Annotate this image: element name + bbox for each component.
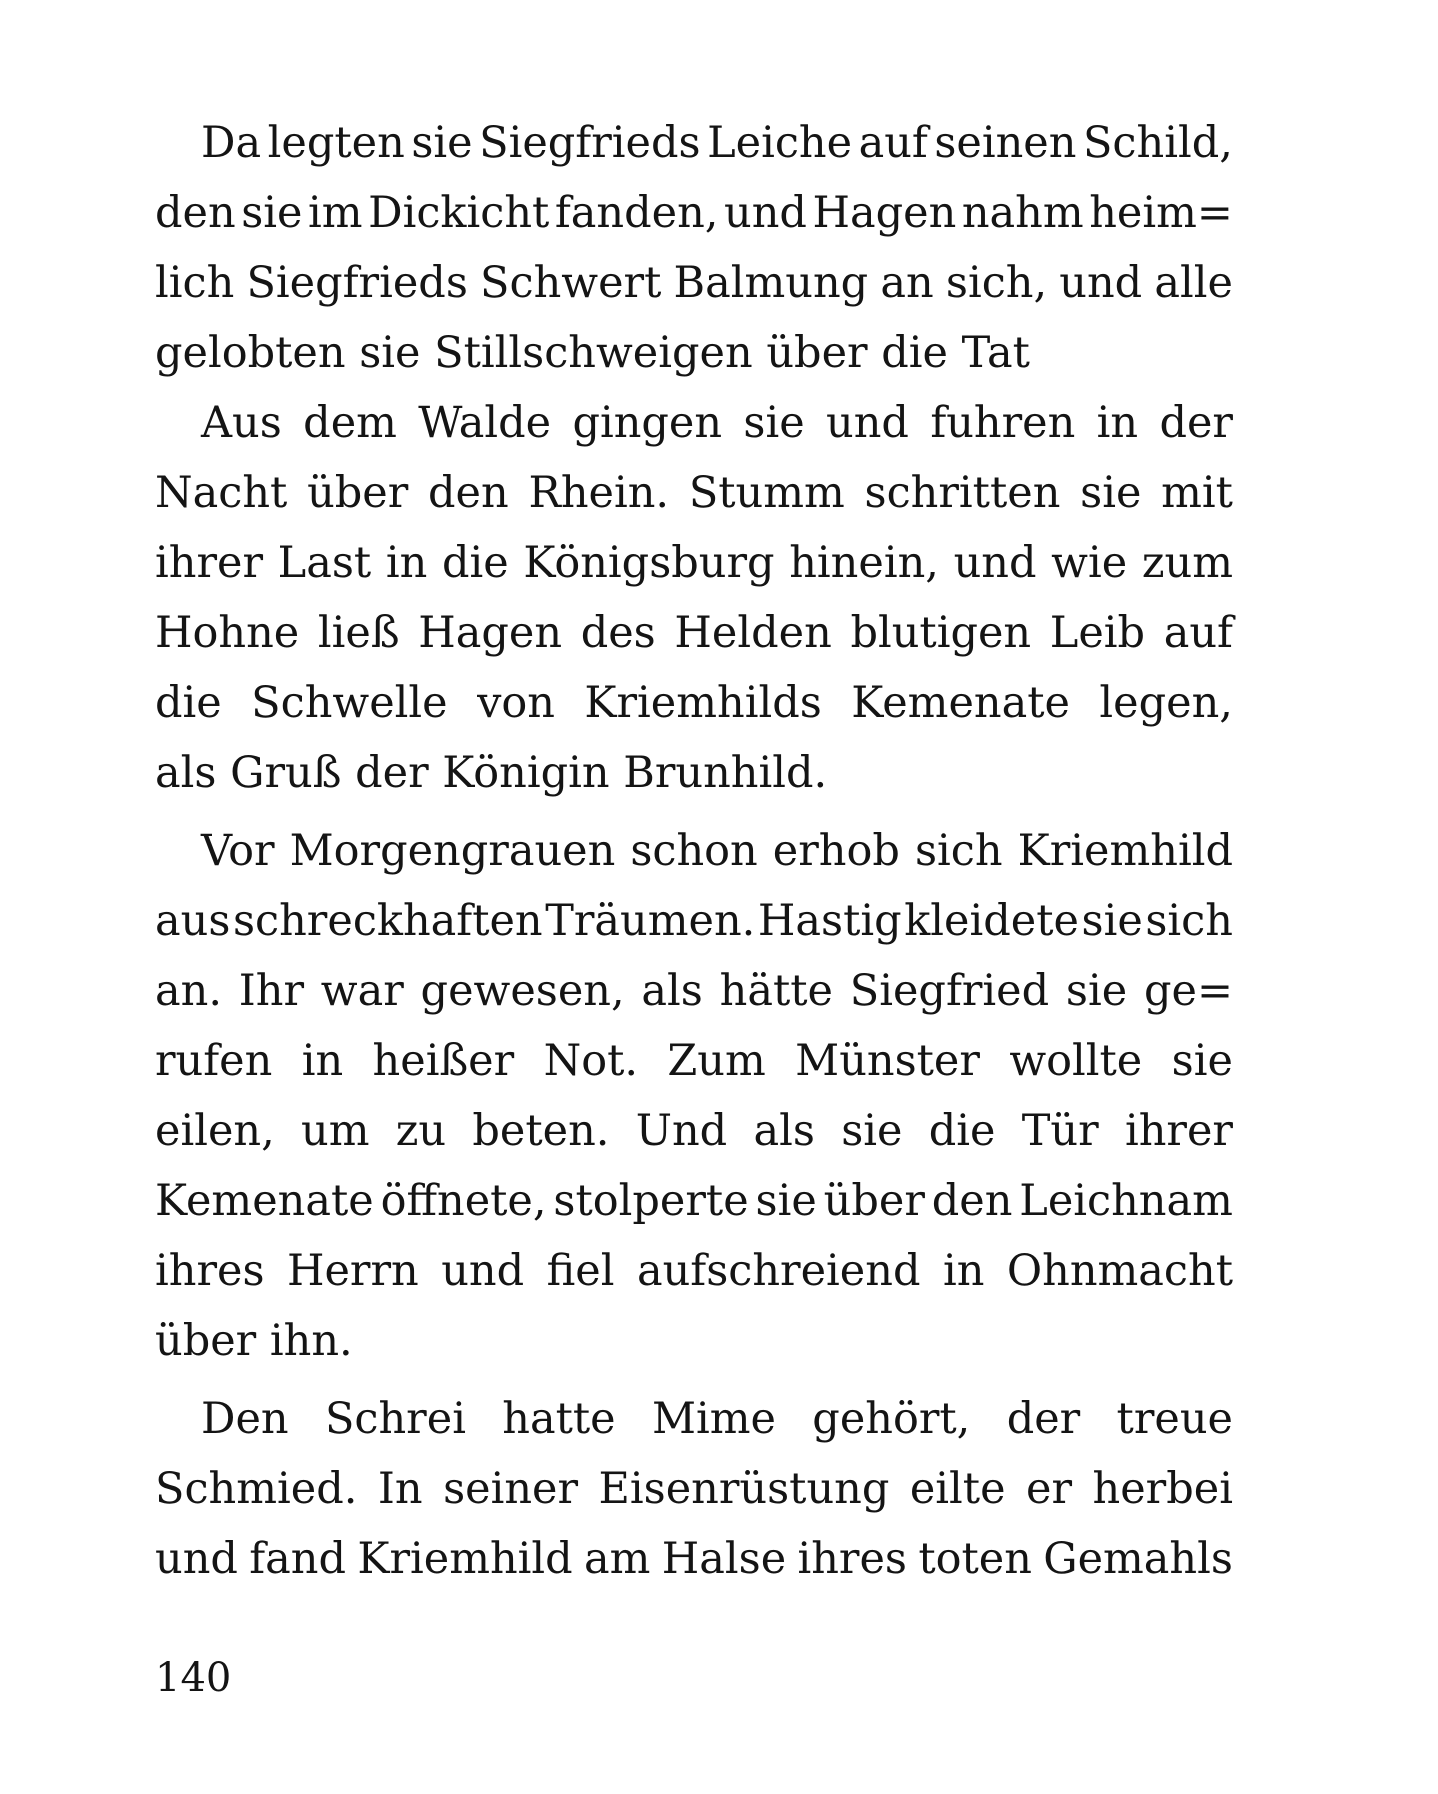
word: Und <box>635 1106 728 1156</box>
word: Balmung <box>673 258 869 308</box>
word: erhob <box>772 826 900 876</box>
word: Siegfrieds <box>246 258 468 308</box>
word: die <box>155 678 222 728</box>
text-line <box>155 1236 1233 1306</box>
word: Vor <box>201 826 275 876</box>
text-line <box>155 178 1233 248</box>
word: auf <box>858 118 928 168</box>
word: Walde <box>418 398 552 448</box>
word: Rhein. <box>528 468 670 518</box>
paragraph <box>155 108 1233 388</box>
word: lich <box>155 258 235 308</box>
word: Da <box>201 118 262 168</box>
word: Hagen <box>418 608 563 658</box>
word: den <box>428 468 509 518</box>
word: Halse <box>661 1534 787 1584</box>
word: legen, <box>1099 678 1233 728</box>
word: blutigen <box>850 608 1032 658</box>
word: und <box>441 1246 525 1296</box>
word: auf <box>1163 608 1233 658</box>
word: eilte <box>909 1464 1006 1514</box>
word: dem <box>303 398 397 448</box>
word: Last <box>277 538 372 588</box>
word: Königsburg <box>523 538 775 588</box>
word: Gemahls <box>1043 1534 1233 1584</box>
word: der <box>1006 1394 1081 1444</box>
word: über <box>823 1176 925 1226</box>
word: sich, <box>945 258 1048 308</box>
word: Leib <box>1049 608 1146 658</box>
word: sie <box>1081 896 1143 946</box>
word: ihres <box>155 1246 265 1296</box>
word: am <box>584 1534 651 1584</box>
word: In <box>377 1464 423 1514</box>
word: rufen <box>155 1036 273 1086</box>
text-line <box>155 458 1233 528</box>
word: ließ <box>317 608 400 658</box>
body-text <box>155 108 1233 1594</box>
word: Ohnmacht <box>1006 1246 1233 1296</box>
word: Hohne <box>155 608 300 658</box>
word: der <box>1159 398 1233 448</box>
word: und <box>155 1534 238 1584</box>
text-line <box>155 388 1233 458</box>
word: den <box>931 1176 1013 1226</box>
word: hinein, <box>789 538 939 588</box>
text-line <box>155 528 1233 598</box>
word: zum <box>1141 538 1233 588</box>
word: fiel <box>546 1246 615 1296</box>
text-line <box>155 816 1233 886</box>
word: Stumm <box>688 468 845 518</box>
text-line: über ihn. <box>155 1316 353 1366</box>
word: stolperte <box>553 1176 749 1226</box>
word: hätte <box>719 966 833 1016</box>
text-line <box>155 886 1233 956</box>
word: heim= <box>1089 188 1233 238</box>
word: fuhren <box>930 398 1076 448</box>
word: im <box>308 188 363 238</box>
word: war <box>320 966 404 1016</box>
word: Hastig <box>757 896 902 946</box>
word: schreckhaften <box>232 896 543 946</box>
text-line <box>155 1524 1233 1594</box>
word: ihrer <box>1124 1106 1233 1156</box>
text-line <box>155 108 1233 178</box>
word: toten <box>918 1534 1032 1584</box>
word: sie <box>1171 1036 1233 1086</box>
word: wie <box>1051 538 1128 588</box>
word: wollte <box>1009 1036 1143 1086</box>
word: in <box>1096 398 1139 448</box>
text-line: als Gruß der Königin Brunhild. <box>155 748 828 798</box>
word: von <box>477 678 555 728</box>
paragraph <box>155 1384 1233 1594</box>
word: sich <box>1145 896 1233 946</box>
word: in <box>942 1246 985 1296</box>
word: Herrn <box>286 1246 419 1296</box>
word: Dickicht <box>368 188 550 238</box>
word: kleidete <box>904 896 1079 946</box>
word: Mime <box>651 1394 776 1444</box>
word: Tür <box>1021 1106 1099 1156</box>
word: aufschreiend <box>636 1246 921 1296</box>
text-line <box>155 1026 1233 1096</box>
word: um <box>301 1106 370 1156</box>
word: mit <box>1161 468 1233 518</box>
word: nahm <box>961 188 1084 238</box>
word: sie <box>241 188 303 238</box>
word: sie <box>841 1106 903 1156</box>
word: über <box>307 468 409 518</box>
word: und <box>953 538 1037 588</box>
word: Morgengrauen <box>289 826 616 876</box>
text-line <box>155 668 1233 738</box>
word: Schild, <box>1082 118 1233 168</box>
word: an <box>880 258 934 308</box>
word: Kriemhild <box>1017 826 1233 876</box>
word: heißer <box>372 1036 515 1086</box>
word: des <box>580 608 656 658</box>
word: Eisenrüstung <box>598 1464 890 1514</box>
word: Leichnam <box>1019 1176 1233 1226</box>
word: ge= <box>1143 966 1233 1016</box>
text-line <box>155 1454 1233 1524</box>
word: sie <box>743 398 805 448</box>
word: die <box>928 1106 996 1156</box>
word: und <box>1059 258 1143 308</box>
text-line <box>155 956 1233 1026</box>
word: Helden <box>674 608 832 658</box>
word: sie <box>755 1176 817 1226</box>
text-line <box>155 248 1233 318</box>
text-line <box>155 598 1233 668</box>
word: Zum <box>667 1036 766 1086</box>
word: Hagen <box>812 188 957 238</box>
word: Siegfried <box>849 966 1050 1016</box>
word: legten <box>267 118 405 168</box>
word: fand <box>249 1534 347 1584</box>
word: Den <box>201 1394 289 1444</box>
word: alle <box>1154 258 1233 308</box>
word: in <box>385 538 428 588</box>
text-line <box>155 1166 1233 1236</box>
word: er <box>1026 1464 1073 1514</box>
word: zu <box>395 1106 447 1156</box>
word: eilen, <box>155 1106 275 1156</box>
word: sie <box>411 118 473 168</box>
word: schritten <box>864 468 1061 518</box>
paragraph <box>155 816 1233 1376</box>
word: gewesen, <box>420 966 625 1016</box>
word: Kriemhilds <box>584 678 822 728</box>
word: und <box>826 398 909 448</box>
word: Siegfrieds <box>479 118 701 168</box>
word: ihres <box>797 1534 907 1584</box>
word: als <box>641 966 703 1016</box>
word: Aus <box>201 398 282 448</box>
word: gehört, <box>812 1394 971 1444</box>
word: beten. <box>472 1106 610 1156</box>
word: treue <box>1116 1394 1233 1444</box>
word: seinen <box>934 118 1077 168</box>
word: gingen <box>572 398 723 448</box>
word: Träumen. <box>545 896 756 946</box>
word: Schwelle <box>251 678 448 728</box>
word: den <box>155 188 236 238</box>
word: Not. <box>543 1036 639 1086</box>
word: öffnete, <box>380 1176 547 1226</box>
word: Nacht <box>155 468 288 518</box>
word: Kemenate <box>851 678 1070 728</box>
word: als <box>753 1106 815 1156</box>
paragraph <box>155 388 1233 808</box>
word: und <box>724 188 807 238</box>
text-line <box>155 1096 1233 1166</box>
word: herbei <box>1092 1464 1233 1514</box>
text-line: gelobten sie Stillschweigen über die Tat <box>155 328 1030 378</box>
page-number: 140 <box>155 1655 232 1701</box>
word: hatte <box>502 1394 616 1444</box>
word: die <box>441 538 509 588</box>
word: seiner <box>443 1464 579 1514</box>
word: Ihr <box>238 966 305 1016</box>
word: Münster <box>795 1036 980 1086</box>
word: Kriemhild <box>357 1534 573 1584</box>
text-line <box>155 1384 1233 1454</box>
word: sie <box>1065 966 1128 1016</box>
word: fanden, <box>554 188 719 238</box>
word: an. <box>155 966 222 1016</box>
word: Schrei <box>324 1394 466 1444</box>
word: Kemenate <box>155 1176 374 1226</box>
word: ihrer <box>155 538 264 588</box>
word: sie <box>1080 468 1142 518</box>
word: schon <box>630 826 758 876</box>
word: sich <box>914 826 1003 876</box>
word: Schwert <box>480 258 662 308</box>
word: Schmied. <box>155 1464 358 1514</box>
word: Leiche <box>707 118 853 168</box>
word: in <box>301 1036 344 1086</box>
word: aus <box>155 896 231 946</box>
